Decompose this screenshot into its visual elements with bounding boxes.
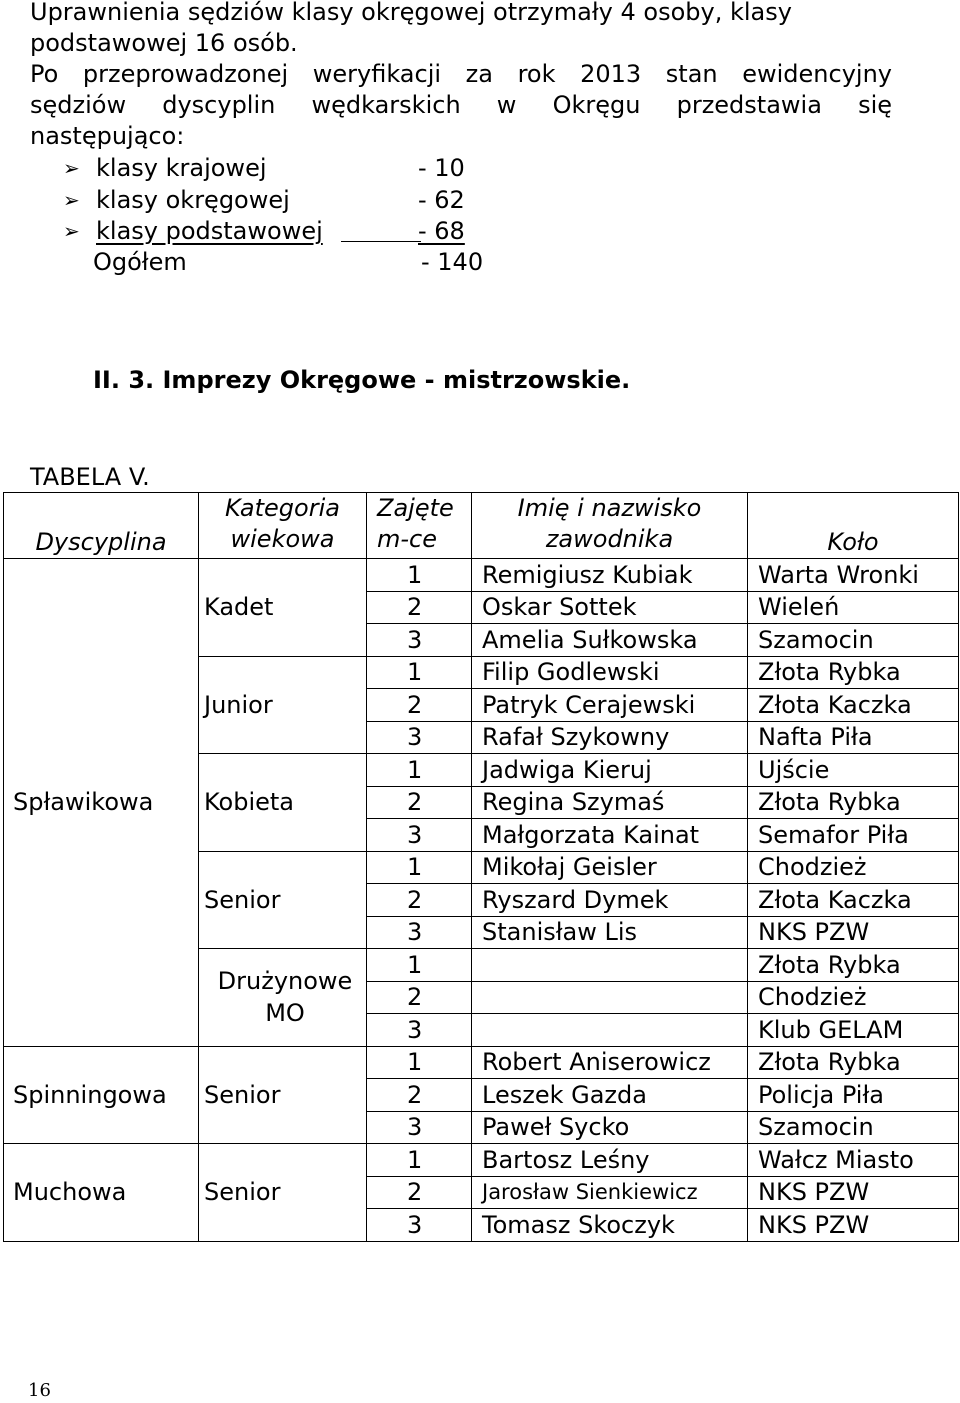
competitor-cell (472, 981, 748, 1014)
place-cell: 2 (367, 981, 472, 1014)
category-cell: Senior (199, 1046, 367, 1144)
place-cell: 3 (367, 1209, 472, 1242)
class-label: klasy krajowej (96, 154, 267, 182)
club-cell: Złota Kaczka (748, 689, 959, 722)
place-cell: 1 (367, 656, 472, 689)
competitor-cell: Małgorzata Kainat (472, 819, 748, 852)
category-cell (199, 949, 367, 1047)
header-age-category (199, 493, 367, 559)
arrow-bullet-icon: ➢ (63, 219, 80, 243)
competitor-cell: Amelia Sułkowska (472, 624, 748, 657)
club-cell: Wieleń (748, 591, 959, 624)
table-header-row (4, 493, 959, 559)
intro-line-5: następująco: (30, 122, 185, 150)
club-cell: Wałcz Miasto (748, 1144, 959, 1177)
intro-line-1: Uprawnienia sędziów klasy okręgowej otrzymały 4 osoby, klasy (30, 0, 792, 26)
header-age-category-line-2: wiekowa (230, 525, 335, 553)
competitor-cell: Jarosław Sienkiewicz (472, 1176, 748, 1209)
club-cell: Złota Rybka (748, 786, 959, 819)
header-place-line-1: Zajęte (377, 494, 454, 522)
club-cell: Semafor Piła (748, 819, 959, 852)
club-cell: NKS PZW (748, 1209, 959, 1242)
category-line-1: Drużynowe (217, 967, 353, 996)
competitor-cell: Regina Szymaś (472, 786, 748, 819)
place-cell: 3 (367, 916, 472, 949)
header-club: Koło (748, 493, 959, 559)
total-line (93, 247, 484, 278)
intro-line-2: podstawowej 16 osób. (30, 29, 298, 57)
club-cell: Złota Rybka (748, 1046, 959, 1079)
class-count: - 10 (418, 154, 465, 182)
intro-paragraph-2 (30, 59, 892, 152)
header-competitor-name (472, 493, 748, 559)
club-cell: Nafta Piła (748, 721, 959, 754)
place-cell: 2 (367, 884, 472, 917)
competitor-cell: Rafał Szykowny (472, 721, 748, 754)
competitor-cell: Mikołaj Geisler (472, 851, 748, 884)
competitor-cell: Robert Aniserowicz (472, 1046, 748, 1079)
club-cell: Chodzież (748, 851, 959, 884)
table-row (4, 1144, 959, 1177)
place-cell: 1 (367, 754, 472, 787)
club-cell: Złota Rybka (748, 656, 959, 689)
place-cell: 3 (367, 819, 472, 852)
intro-paragraph-1 (30, 0, 892, 59)
place-cell: 2 (367, 1079, 472, 1112)
club-cell: Złota Kaczka (748, 884, 959, 917)
discipline-cell: Spinningowa (4, 1046, 199, 1144)
table-row (4, 559, 959, 592)
competitor-cell: Stanisław Lis (472, 916, 748, 949)
intro-line-4: sędziów dyscyplin wędkarskich w Okręgu przedstawia się (30, 91, 892, 119)
total-label: Ogółem (93, 248, 187, 276)
place-cell: 3 (367, 1014, 472, 1047)
header-competitor-line-2: zawodnika (545, 525, 674, 553)
competitor-cell: Leszek Gazda (472, 1079, 748, 1112)
category-cell: Senior (199, 851, 367, 949)
place-cell: 3 (367, 1111, 472, 1144)
competitor-cell (472, 1014, 748, 1047)
club-cell: Warta Wronki (748, 559, 959, 592)
place-cell: 2 (367, 689, 472, 722)
club-cell: Policja Piła (748, 1079, 959, 1112)
place-cell: 3 (367, 624, 472, 657)
place-cell: 3 (367, 721, 472, 754)
competitor-cell: Paweł Sycko (472, 1111, 748, 1144)
place-cell: 2 (367, 1176, 472, 1209)
place-cell: 2 (367, 591, 472, 624)
competitor-cell (472, 949, 748, 982)
intro-line-3: Po przeprowadzonej weryfikacji za rok 2013 stan ewidencyjny (30, 60, 892, 88)
place-cell: 2 (367, 786, 472, 819)
underline-divider (341, 241, 421, 242)
club-cell: Szamocin (748, 624, 959, 657)
club-cell: Chodzież (748, 981, 959, 1014)
club-cell: Ujście (748, 754, 959, 787)
class-label: klasy okręgowej (96, 185, 290, 214)
header-place-line-2: m-ce (377, 525, 437, 553)
club-cell: Złota Rybka (748, 949, 959, 982)
arrow-bullet-icon: ➢ (63, 187, 80, 212)
category-cell: Kadet (199, 559, 367, 657)
results-table (3, 492, 959, 1242)
category-cell: Junior (199, 656, 367, 754)
competitor-cell: Filip Godlewski (472, 656, 748, 689)
category-line-2: MO (265, 999, 305, 1028)
place-cell: 1 (367, 949, 472, 982)
discipline-cell: Spławikowa (4, 559, 199, 1047)
competitor-cell: Remigiusz Kubiak (472, 559, 748, 592)
place-cell: 1 (367, 1144, 472, 1177)
class-label: klasy podstawowej (96, 217, 323, 245)
category-cell: Kobieta (199, 754, 367, 852)
header-age-category-line-1: Kategoria (225, 494, 340, 522)
page-number: 16 (28, 1380, 51, 1401)
section-heading: II. 3. Imprezy Okręgowe - mistrzowskie. (93, 366, 631, 394)
competitor-cell: Tomasz Skoczyk (472, 1209, 748, 1242)
table-row (4, 1046, 959, 1079)
total-value: - 140 (421, 248, 484, 276)
club-cell: NKS PZW (748, 916, 959, 949)
class-count: - 62 (418, 185, 465, 214)
competitor-cell: Oskar Sottek (472, 591, 748, 624)
competitor-cell: Patryk Cerajewski (472, 689, 748, 722)
competitor-cell: Jadwiga Kieruj (472, 754, 748, 787)
competitor-cell: Bartosz Leśny (472, 1144, 748, 1177)
header-competitor-line-1: Imię i nazwisko (517, 494, 702, 522)
place-cell: 1 (367, 851, 472, 884)
arrow-bullet-icon: ➢ (63, 156, 80, 180)
club-cell: Szamocin (748, 1111, 959, 1144)
category-cell: Senior (199, 1144, 367, 1242)
place-cell: 1 (367, 559, 472, 592)
club-cell: NKS PZW (748, 1176, 959, 1209)
header-place (367, 493, 472, 559)
header-discipline: Dyscyplina (4, 493, 199, 559)
discipline-cell: Muchowa (4, 1144, 199, 1242)
club-cell: Klub GELAM (748, 1014, 959, 1047)
competitor-cell: Ryszard Dymek (472, 884, 748, 917)
table-label: TABELA V. (30, 463, 150, 491)
place-cell: 1 (367, 1046, 472, 1079)
class-count: - 68 (418, 217, 465, 245)
